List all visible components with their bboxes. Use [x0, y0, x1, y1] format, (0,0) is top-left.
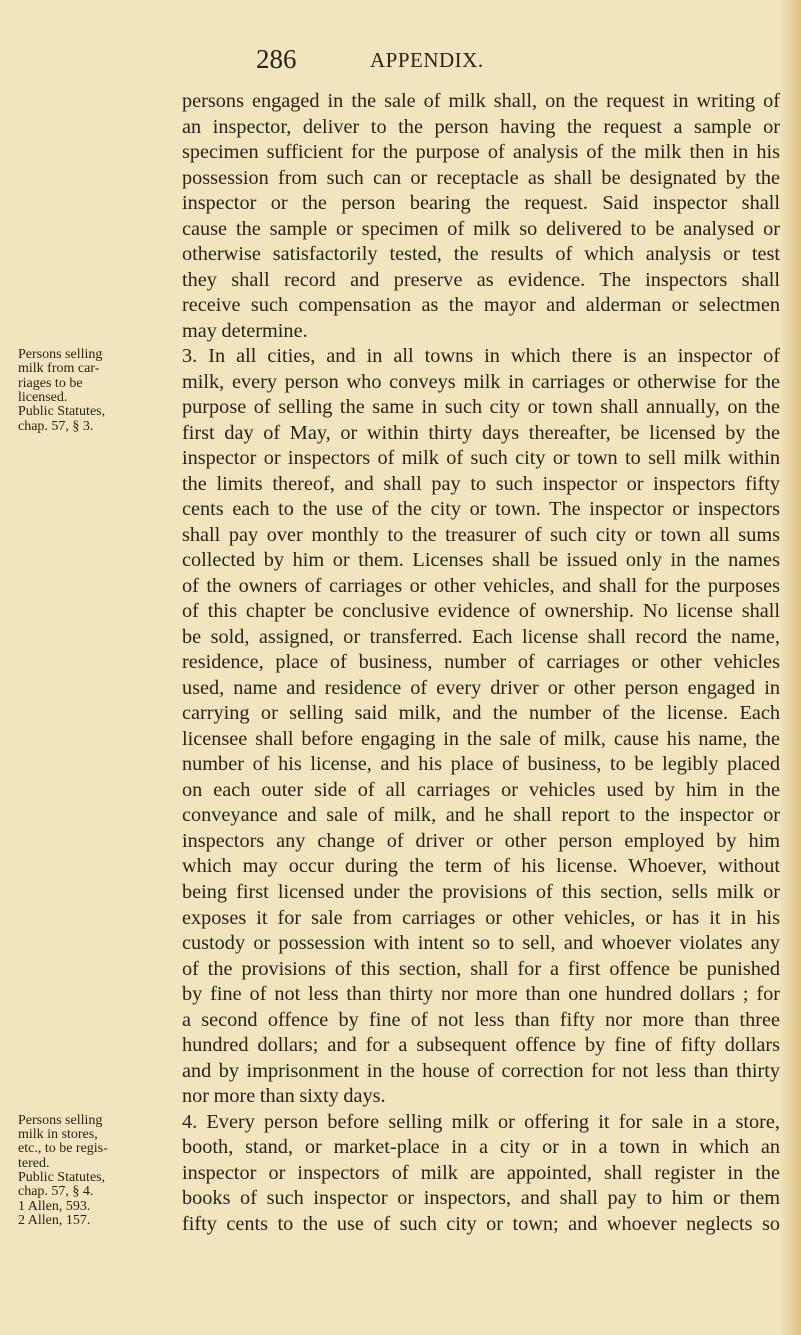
text-line: 4. Every person before selling milk or offering it for sale in a store, [182, 1110, 780, 1133]
text-line: a second offence by fine of not less than fifty nor more than three [182, 1008, 780, 1031]
text-line: residence, place of business, number of carriages or other vehicles [182, 651, 780, 674]
text-line: receive such compensation as the mayor and alderman or selectmen [182, 294, 780, 317]
page-number: 286 [256, 44, 297, 74]
margin-note-line: milk from car- [18, 361, 100, 377]
text-line: nor more than sixty days. [182, 1085, 386, 1108]
margin-note [18, 348, 168, 434]
text-line: which may occur during the term of his license. Whoever, without [182, 855, 780, 878]
text-line: number of his license, and his place of business, to be legibly placed [182, 753, 780, 776]
text-line: and by imprisonment in the house of correction for not less than thirty [182, 1059, 780, 1082]
running-title: APPENDIX. [370, 48, 484, 72]
text-line: persons engaged in the sale of milk shall, on the request in writing of [182, 90, 780, 112]
margin-note-line: 2 Allen, 157. [18, 1212, 91, 1228]
text-line: being first licensed under the provisions of this section, sells milk or [182, 880, 780, 903]
text-line: inspector or inspectors of milk are appointed, shall register in the [182, 1161, 780, 1184]
margin-note-line: milk in stores, [18, 1127, 98, 1143]
text-line: an inspector, deliver to the person having the request a sample or [182, 115, 780, 138]
text-line: of the provisions of this section, shall for a first offence be punished [182, 957, 780, 980]
text-line: be sold, assigned, or transferred. Each license shall record the name, [182, 625, 780, 648]
text-line: cause the sample or specimen of milk so delivered to be analysed or [182, 217, 780, 240]
running-header [0, 44, 801, 74]
text-line: may determine. [182, 319, 308, 342]
text-line: milk, every person who conveys milk in carriages or otherwise for the [182, 370, 780, 393]
margin-note-line: chap. 57, § 3. [18, 418, 94, 434]
text-line: cents each to the use of the city or town. The inspector or inspectors [182, 498, 780, 521]
text-line: hundred dollars; and for a subsequent offence by fine of fifty dollars [182, 1034, 780, 1057]
text-line: inspectors any change of driver or other person employed by him [182, 829, 780, 852]
text-line: by fine of not less than thirty nor more than one hundred dollars ; for [182, 983, 780, 1006]
text-line: inspector or inspectors of milk of such city or town to sell milk within [182, 447, 780, 470]
text-line: carrying or selling said milk, and the number of the license. Each [182, 702, 780, 725]
text-line: licensee shall before engaging in the sale of milk, cause his name, the [182, 727, 780, 750]
page-edge-shadow [779, 0, 801, 1335]
text-line: collected by him or them. Licenses shall be issued only in the names [182, 549, 780, 572]
margin-note [18, 1114, 168, 1228]
text-line: used, name and residence of every driver or other person engaged in [182, 676, 780, 699]
text-line: exposes it for sale from carriages or other vehicles, or has it in his [182, 906, 780, 929]
text-line: they shall record and preserve as evidence. The inspectors shall [182, 268, 780, 291]
margin-note-line: chap. 57, § 4. [18, 1184, 94, 1200]
margin-note-line: 1 Allen, 593. [18, 1198, 91, 1214]
text-line: conveyance and sale of milk, and he shall report to the inspector or [182, 804, 780, 827]
text-line: custody or possession with intent so to sell, and whoever violates any [182, 932, 780, 955]
text-line: of the owners of carriages or other vehicles, and shall for the purposes [182, 574, 780, 597]
text-line: specimen sufficient for the purpose of analysis of the milk then in his [182, 141, 780, 164]
text-line: booth, stand, or market-place in a city or in a town in which an [182, 1136, 780, 1159]
text-line: otherwise satisfactorily tested, the results of which analysis or test [182, 243, 780, 266]
text-line: of this chapter be conclusive evidence of ownership. No license shall [182, 600, 780, 623]
text-line: purpose of selling the same in such city or town shall annually, on the [182, 396, 780, 419]
margin-note-line: etc., to be regis- [18, 1141, 108, 1157]
margin-note-line: riages to be [18, 375, 83, 391]
text-line: 3. In all cities, and in all towns in which there is an inspector of [182, 345, 780, 368]
margin-note-line: Persons selling [18, 347, 103, 363]
text-line: on each outer side of all carriages or vehicles used by him in the [182, 778, 780, 801]
text-line: shall pay over monthly to the treasurer of such city or town all sums [182, 523, 780, 546]
text-line: possession from such can or receptacle as shall be designated by the [182, 166, 780, 189]
text-line: books of such inspector or inspectors, and shall pay to him or them [182, 1187, 780, 1210]
margin-note-line: licensed. [18, 390, 68, 406]
text-line: the limits thereof, and shall pay to such inspector or inspectors fifty [182, 472, 780, 495]
margin-note-line: Persons selling [18, 1112, 103, 1128]
text-line: fifty cents to the use of such city or town; and whoever neglects so [182, 1212, 780, 1235]
text-line: inspector or the person bearing the request. Said inspector shall [182, 192, 780, 215]
text-line: first day of May, or within thirty days thereafter, be licensed by the [182, 421, 780, 444]
body-text [182, 89, 780, 1237]
margin-note-line: Public Statutes, [18, 1169, 106, 1185]
margin-note-line: Public Statutes, [18, 404, 106, 420]
margin-note-line: tered. [18, 1155, 50, 1171]
